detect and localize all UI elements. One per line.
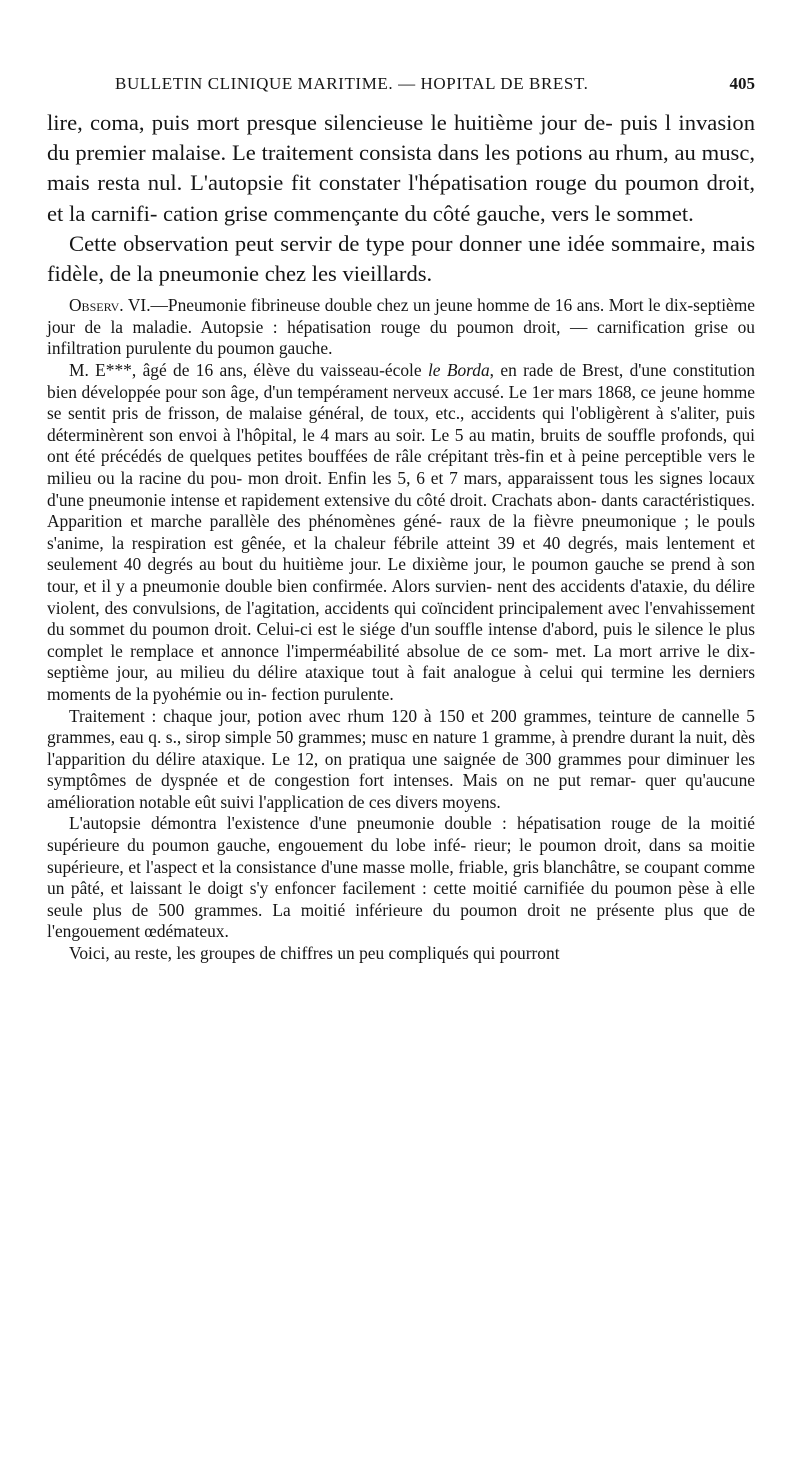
ship-name: le Borda <box>427 360 490 380</box>
paragraph-summary: Cette observation peut servir de type pour donner une idée sommaire, mais fidèle, de la pneumonie chez les vieillards. <box>47 230 755 287</box>
book-page <box>47 74 755 965</box>
running-header <box>47 74 755 94</box>
closing-paragraph: Voici, au reste, les groupes de chiffres un peu compliqués qui pourront <box>69 943 560 964</box>
case-text-rest: , en rade de Brest, d'une constitution bien développée pour son âge, d'un tempérament nerveux accusé. Le 1er mars 1868, ce jeune homme se sentit pris de frisson, de malaise général, de toux, etc., accidents qui l'obligèrent à s'aliter, puis déterminèrent son envoi à l'hôpital, le 4 mars au soir. Le 5 au matin, bruits de souffle profonds, qui ont été précédés de quelques petites bouffées de râle crépitant très-fin et à peine perceptible vers le milieu ou la racine du pou- mon droit. Enfin les 5, 6 et 7 mars, apparaissent tous les signes locaux d'une pneumonie intense et rapidement extensive du côté droit. Crachats abon- dants caractéristiques. Apparition et marche parallèle des phénomènes géné- raux de la fièvre pneumonique ; le pouls s'anime, la respiration est gênée, et la chaleur fébrile atteint 39 et 40 degrés, mais lentement et seulement 40 degrés au bout du huitième jour. Le dixième jour, le poumon gauche se prend à son tour, et il y a pneumonie double bien confirmée. Alors survien- nent des accidents d'ataxie, du délire violent, des convulsions, de l'agitation, accidents qui coïncident principalement avec l'envahissement du sommet du poumon droit. Celui-ci est le siége d'un souffle intense d'abord, puis le silence le plus complet le remplace et annonce l'imperméabilité absolue de ce som- met. La mort arrive le dix-septième jour, au milieu du délire ataxique tout à fait analogue à celui qui termine les derniers moments de la pyohémie ou in- fection purulente. <box>47 360 755 704</box>
case-text-start: M. E***, âgé de 16 ans, élève du vaisseau-école <box>69 360 428 380</box>
observation-heading <box>47 295 755 360</box>
observation-title: VI.—Pneumonie fibrineuse double chez un jeune homme de 16 ans. Mort le dix-septième jour de la maladie. Autopsie : hépatisation rouge du poumon droit, — carnification grise ou infiltration purulente du poumon gauche. <box>47 295 755 359</box>
observation-case-paragraph <box>47 360 755 706</box>
observation-label: Observ. <box>69 295 124 316</box>
treatment-paragraph: Traitement : chaque jour, potion avec rhum 120 à 150 et 200 grammes, teinture de cannelle 5 grammes, eau q. s., sirop simple 50 grammes; musc en nature 1 gramme, à prendre durant la nuit, dès l'apparition du délire ataxique. Le 12, on pratiqua une saignée de 300 grammes pour diminuer les symptômes de dyspnée et de congestion fort intenses. Mais on ne put remar- quer qu'aucune amélioration notable eût suivi l'application de ces divers moyens. <box>47 705 755 812</box>
paragraph-continuation: lire, coma, puis mort presque silencieuse le huitième jour de- puis l invasion du premier malaise. Le traitement consista dans les potions au rhum, au musc, mais resta nul. L'autopsie fit constater l'hépatisation rouge du poumon droit, et la carnifi- cation grise commençante du côté gauche, vers le sommet. <box>47 110 755 226</box>
running-title: BULLETIN CLINIQUE MARITIME. — HOPITAL DE BREST. <box>115 74 589 93</box>
page-number: 405 <box>729 74 755 93</box>
autopsy-paragraph: L'autopsie démontra l'existence d'une pneumonie double : hépatisation rouge de la moitié supérieure du poumon gauche, engouement du lobe infé- rieur; le poumon droit, dans sa moitie supérieure, et l'aspect et la consistance d'une masse molle, friable, gris blanchâtre, se coupant comme un pâté, et laissant le doigt s'y enfoncer facilement : cette moitié carnifiée du poumon pèse à elle seule plus de 500 grammes. La moitié inférieure du poumon droit ne présente plus que de l'engouement œdémateux. <box>47 813 755 942</box>
